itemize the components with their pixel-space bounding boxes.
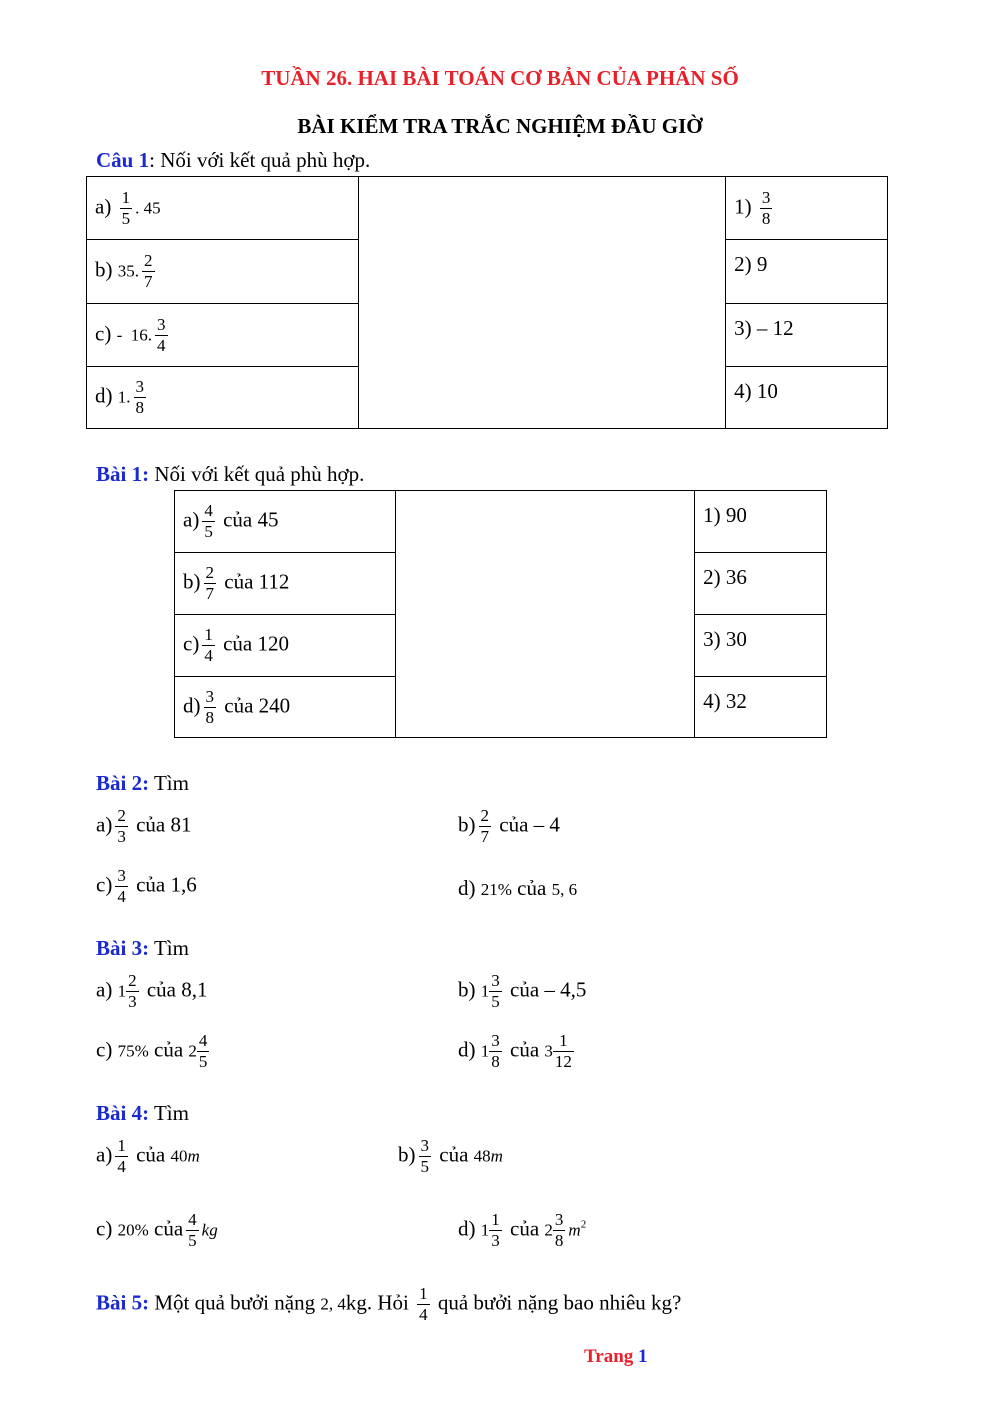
bai2-item-d: d) 21% của 5, 6: [458, 876, 578, 900]
fraction: $\frac{1}{4}$: [117, 1136, 126, 1176]
fraction: $\frac{3}{8}$: [554, 1210, 564, 1250]
bai4-item-b: b) $\frac{3}{5}$ của 48m: [398, 1136, 503, 1176]
fraction: $\frac{4}{5}$: [198, 1031, 208, 1071]
bai1-table: [174, 490, 827, 738]
fraction: $\frac{2}{3}$: [117, 806, 126, 846]
bai1-label: Bài 1:: [96, 462, 150, 486]
bai2-heading: [96, 771, 189, 796]
bai1-instruction: Nối với kết quả phù hợp.: [149, 462, 365, 486]
cau1-left-b: b) 35. $\frac{2}{7}$: [87, 240, 359, 304]
cau1-left-d: d) 1. $\frac{3}{8}$: [87, 367, 359, 429]
bai5-problem: Bài 5: Một quả bưởi nặng 2, 4kg. Hỏi $\frac{1}{4}$ quả bưởi nặng bao nhiêu kg?: [96, 1284, 682, 1324]
fraction: $\frac{1}{5}$: [121, 187, 131, 228]
fraction: $\frac{1}{12}$: [554, 1031, 572, 1071]
fraction: $\frac{3}{8}$: [761, 187, 771, 228]
fraction: $\frac{1}{4}$: [204, 625, 213, 665]
fraction: $\frac{1}{3}$: [491, 1210, 500, 1250]
bai4-item-a: a) $\frac{1}{4}$ của 40m: [96, 1136, 200, 1176]
bai4-item-c: c) 20% của $\frac{4}{5}$ kg: [96, 1210, 218, 1250]
bai3-item-a: a) 1 $\frac{2}{3}$ của 8,1: [96, 971, 208, 1011]
fraction: $\frac{3}{8}$: [205, 686, 214, 727]
fraction: $\frac{3}{4}$: [157, 314, 166, 355]
page-subtitle: BÀI KIỂM TRA TRẮC NGHIỆM ĐẦU GIỜ: [297, 114, 703, 138]
fraction: $\frac{4}{5}$: [204, 501, 213, 541]
bai1-right-3: 3) 30: [695, 615, 827, 677]
cau1-table: [86, 176, 888, 429]
cau1-connect-area[interactable]: [358, 177, 725, 429]
fraction: $\frac{3}{4}$: [117, 866, 126, 906]
cau1-instruction: : Nối với kết quả phù hợp.: [149, 148, 371, 172]
page-footer: [584, 1346, 648, 1368]
bai4-instruction: Tìm: [149, 1101, 189, 1125]
bai1-left-d: d) $\frac{3}{8}$ của 240: [175, 677, 396, 738]
bai4-item-d: d) 1 $\frac{1}{3}$ của 2 $\frac{3}{8}$ $m^2$: [458, 1210, 587, 1250]
cau1-label: Câu 1: [96, 148, 150, 172]
cau1-right-4: 4) 10: [726, 367, 888, 429]
bai3-heading: [96, 936, 189, 961]
bai4-heading: [96, 1101, 189, 1126]
cau1-heading: [96, 148, 370, 173]
bai3-instruction: Tìm: [149, 936, 189, 960]
bai1-right-4: 4) 32: [695, 677, 827, 738]
page-number: 1: [638, 1346, 648, 1367]
bai2-item-b: b) $\frac{2}{7}$ của – 4: [458, 806, 560, 846]
fraction: $\frac{3}{5}$: [420, 1136, 429, 1176]
bai1-left-b: b) $\frac{2}{7}$ của 112: [175, 553, 396, 615]
bai2-label: Bài 2:: [96, 771, 150, 795]
cau1-right-3: 3) – 12: [726, 304, 888, 367]
bai2-item-a: a) $\frac{2}{3}$ của 81: [96, 806, 192, 846]
bai3-item-c: c) 75% của 2 $\frac{4}{5}$: [96, 1031, 208, 1071]
bai3-label: Bài 3:: [96, 936, 150, 960]
fraction: $\frac{4}{5}$: [188, 1210, 197, 1250]
bai1-heading: [96, 462, 364, 487]
fraction: $\frac{3}{8}$: [491, 1031, 500, 1071]
cau1-right-1: 1) $\frac{3}{8}$: [726, 177, 888, 240]
fraction: $\frac{2}{7}$: [205, 563, 214, 603]
page-title: TUẦN 26. HAI BÀI TOÁN CƠ BẢN CỦA PHÂN SỐ: [261, 66, 739, 90]
bai2-instruction: Tìm: [149, 771, 189, 795]
bai3-item-b: b) 1 $\frac{3}{5}$ của – 4,5: [458, 971, 587, 1011]
bai1-connect-area[interactable]: [395, 491, 694, 738]
cau1-right-2: 2) 9: [726, 240, 888, 304]
bai1-right-2: 2) 36: [695, 553, 827, 615]
fraction: $\frac{2}{7}$: [144, 251, 153, 291]
fraction: $\frac{1}{4}$: [419, 1284, 428, 1324]
fraction: $\frac{3}{8}$: [135, 377, 144, 417]
fraction: $\frac{3}{5}$: [491, 971, 500, 1011]
bai3-item-d: d) 1 $\frac{3}{8}$ của 3 $\frac{1}{12}$: [458, 1031, 572, 1071]
fraction: $\frac{2}{7}$: [480, 806, 489, 846]
fraction: $\frac{2}{3}$: [128, 971, 137, 1011]
bai1-right-1: 1) 90: [695, 491, 827, 553]
cau1-left-a: a) $\frac{1}{5}$ . 45: [87, 177, 359, 240]
bai5-label: Bài 5:: [96, 1290, 150, 1315]
bai2-item-c: c) $\frac{3}{4}$ của 1,6: [96, 866, 197, 906]
bai4-label: Bài 4:: [96, 1101, 150, 1125]
cau1-left-c: c) - 16. $\frac{3}{4}$: [87, 304, 359, 367]
bai1-left-a: a) $\frac{4}{5}$ của 45: [175, 491, 396, 553]
footer-label: Trang: [584, 1346, 634, 1367]
bai1-left-c: c) $\frac{1}{4}$ của 120: [175, 615, 396, 677]
